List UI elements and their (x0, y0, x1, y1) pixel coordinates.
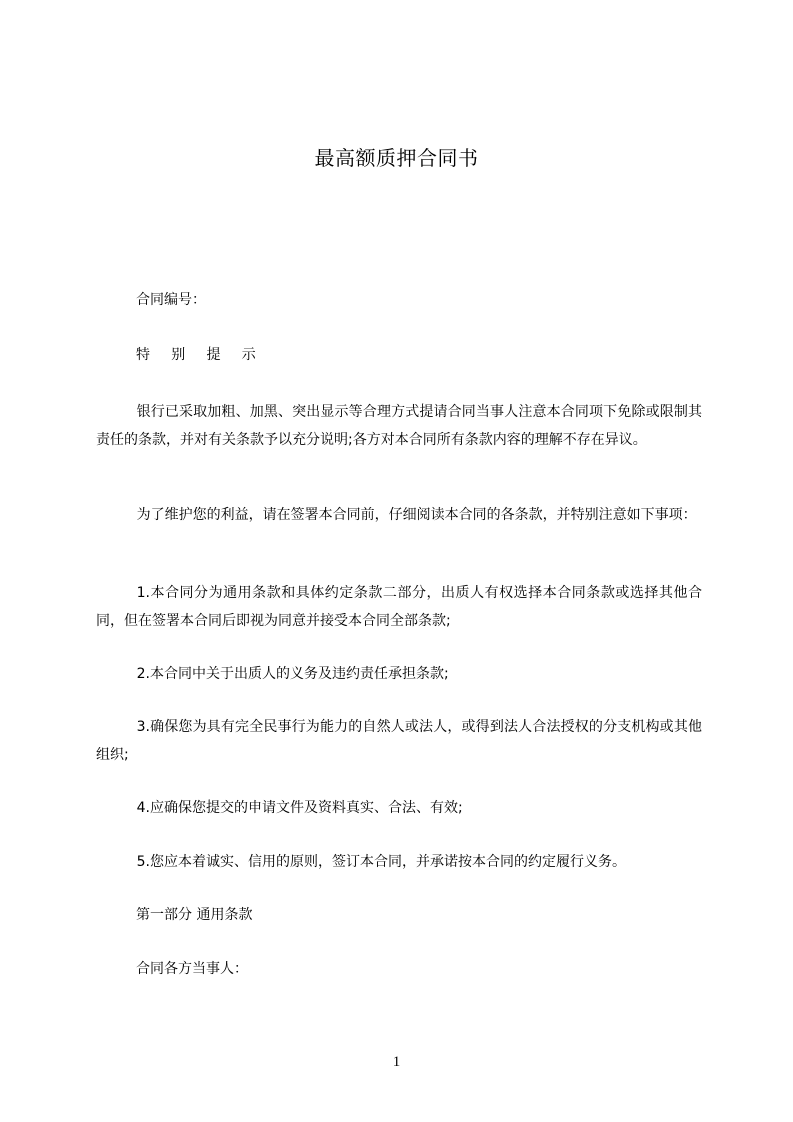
notice-paragraph: 银行已采取加粗、加黑、突出显示等合理方式提请合同当事人注意本合同项下免除或限制其责任的条款，并对有关条款予以充分说明;各方对本合同所有条款内容的理解不存在异议。 (96, 404, 702, 448)
contract-number-label: 合同编号： (136, 292, 206, 308)
document-title: 最高额质押合同书 (314, 146, 479, 170)
parties-label: 合同各方当事人： (136, 961, 248, 977)
notice-paragraph: 为了维护您的利益，请在签署本合同前，仔细阅读本合同的各条款，并特别注意如下事项： (136, 507, 697, 523)
notice-item: 2.本合同中关于出质人的义务及违约责任承担条款; (136, 666, 449, 682)
special-notice-heading: 特 别 提 示 (136, 347, 265, 363)
notice-item: 3.确保您为具有完全民事行为能力的自然人或法人，或得到法人合法授权的分支机构或其他组织; (96, 719, 702, 763)
notice-item: 1.本合同分为通用条款和具体约定条款二部分，出质人有权选择本合同条款或选择其他合同，但在签署本合同后即视为同意并接受本合同全部条款; (96, 585, 702, 629)
page-number: 1 (392, 1054, 401, 1070)
notice-item: 4.应确保您提交的申请文件及资料真实、合法、有效; (136, 800, 463, 816)
notice-item: 5.您应本着诚实、信用的原则，签订本合同，并承诺按本合同的约定履行义务。 (136, 854, 626, 870)
part-one-heading: 第一部分 通用条款 (136, 907, 253, 923)
